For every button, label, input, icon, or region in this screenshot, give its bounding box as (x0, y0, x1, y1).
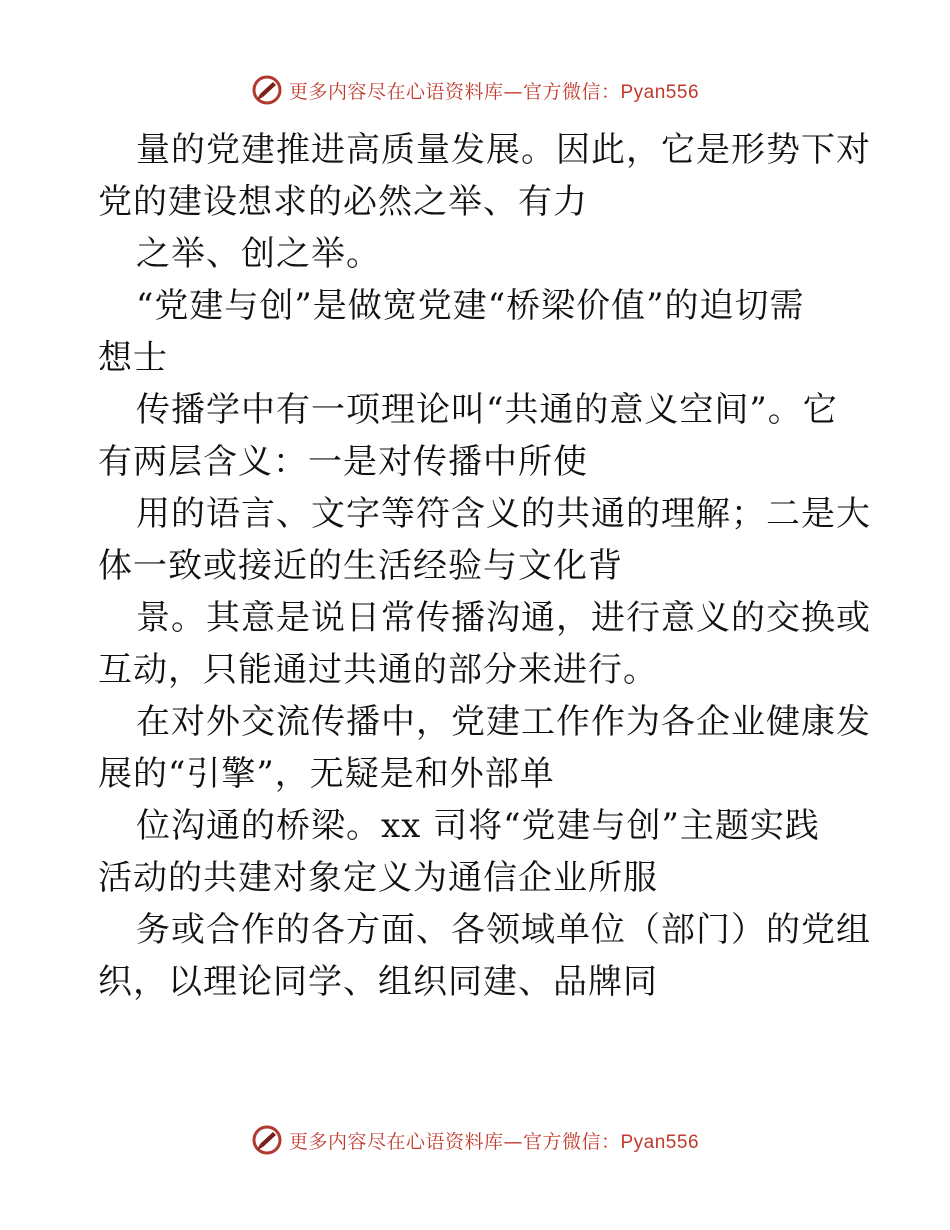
logo-icon (251, 1124, 283, 1156)
footer-banner-id: Pyan556 (620, 1131, 700, 1153)
text-line: 景。其意是说日常传播沟通，进行意义的交换或 (136, 598, 871, 638)
header-banner-id: Pyan556 (620, 81, 700, 103)
text-line: 务或合作的各方面、各领域单位（部门）的党组 (136, 910, 871, 950)
footer-watermark-banner (0, 1120, 950, 1160)
document-body (98, 124, 871, 1008)
text-line: 想士 (98, 338, 168, 378)
text-line: 体一致或接近的生活经验与文化背 (98, 546, 623, 586)
header-watermark-banner (0, 70, 950, 110)
text-line: 位沟通的桥梁。xx 司将“党建与创”主题实践 (136, 806, 820, 846)
text-line: 用的语言、文字等符含义的共通的理解；二是大 (136, 494, 871, 534)
header-banner-label: 更多内容尽在心语资料库—官方微信： (288, 80, 621, 103)
text-line: 党的建设想求的必然之举、有力 (98, 182, 588, 222)
logo-icon (251, 74, 283, 106)
text-line: 织，以理论同学、组织同建、品牌同 (98, 962, 658, 1002)
text-line: 传播学中有一项理论叫“共通的意义空间”。它 (136, 390, 838, 430)
text-line: 有两层含义：一是对传播中所使 (98, 442, 588, 482)
text-line: 活动的共建对象定义为通信企业所服 (98, 858, 658, 898)
header-banner-text (289, 77, 699, 104)
footer-banner-label: 更多内容尽在心语资料库—官方微信： (288, 1130, 621, 1153)
text-line: 展的“引擎”，无疑是和外部单 (98, 754, 555, 794)
text-line: 量的党建推进高质量发展。因此，它是形势下对 (136, 130, 871, 170)
text-line: 之举、创之举。 (136, 234, 381, 274)
text-line: “党建与创”是做宽党建“桥梁价值”的迫切需 (136, 286, 805, 326)
footer-banner-text (289, 1127, 699, 1154)
text-line: 互动，只能通过共通的部分来进行。 (98, 650, 658, 690)
text-line: 在对外交流传播中，党建工作作为各企业健康发 (136, 702, 871, 742)
